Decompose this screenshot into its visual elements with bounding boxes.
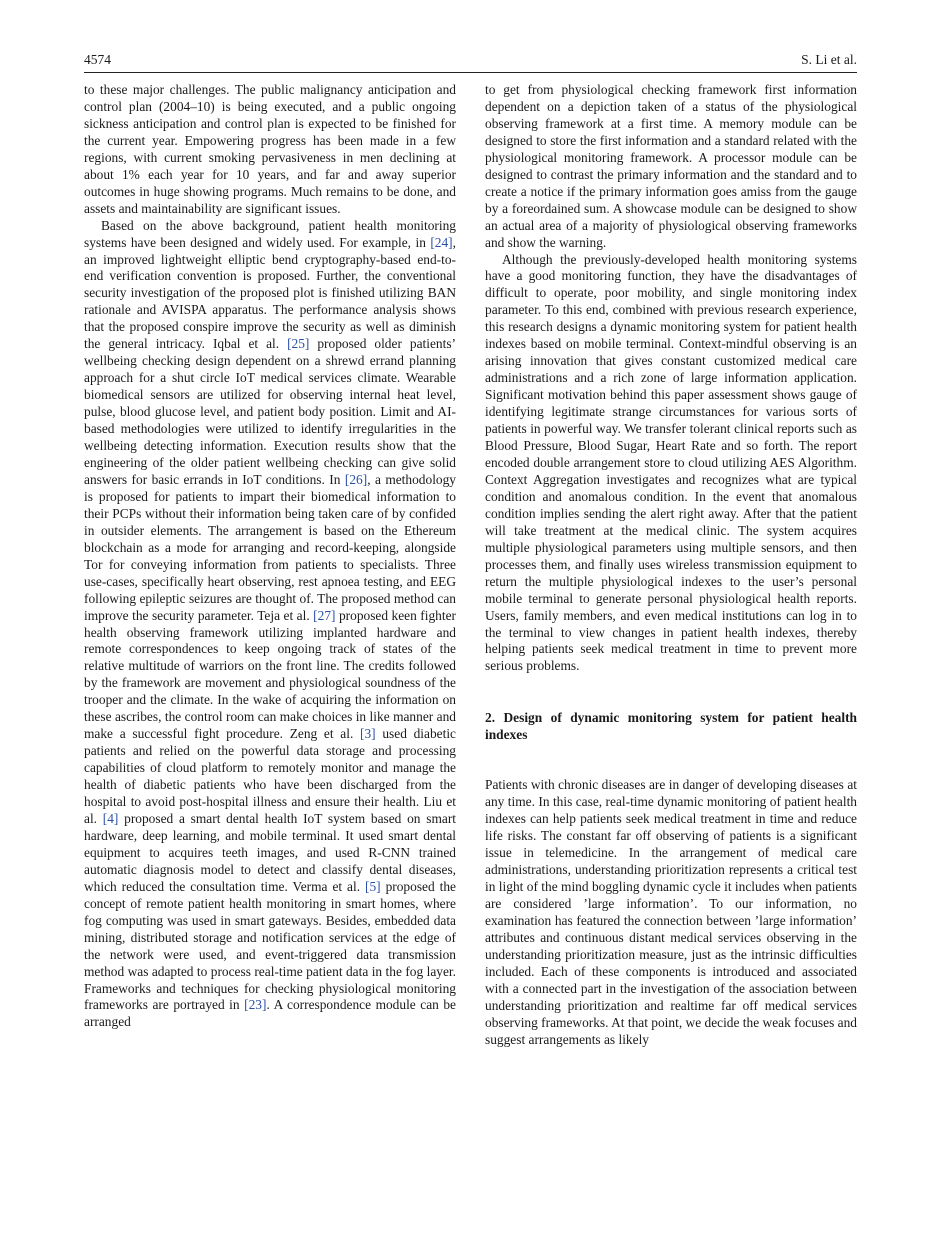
citation-link[interactable]: [5] [365,878,381,894]
section-heading: 2. Design of dynamic monitoring system for patient health indexes [485,710,857,743]
header-rule [84,72,857,73]
left-column [84,82,456,1031]
paragraph: Based on the above background, patient health monitoring systems have been designed and widely used. For example, in [24], an improved lightweight elliptic bend cryptography-based end-to-end verification convention is proposed. Further, the conventional security investigation of the proposed plot is finished utilizing BAN rationale and AVISPA apparatus. The performance analysis shows that the proposed conspire improve the security as well as diminish the general intricacy. Iqbal et al. [25] proposed older patients’ wellbeing checking design dependent on a shrewd errand planning approach for a shut circle IoT medical services climate. Wearable biomedical sensors are utilized for observing internal heat level, pulse, blood glucose level, and patient body position. Limit and AI-based methodologies were utilized to identify irregularities in the wellbeing detecting information. Execution results show that the engineering of the older patient wellbeing checking can give solid answers for basic errands in IoT conditions. In [26], a methodology is proposed for patients to impart their biomedical information to their PCPs without their information being taken care of by confided in outsider elements. The arrangement is based on the Ethereum blockchain as a mode for arranging and record-keeping, alongside Tor for conveying information from patients to specialists. Three use-cases, specifically heart observing, rest apnoea testing, and EEG following epileptic seizures are thought of. The proposed method can improve the security parameter. Teja et al. [27] proposed keen fighter health observing framework utilizing implanted hardware and remote correspondences to keep ongoing track of states of the relative multitude of warriors on the front line. The credits followed by the framework are movement and physiological soundness of the trooper and the climate. In the wake of acquiring the information on these ascribes, the control room can make choices in like manner and make a successful fight procedure. Zeng et al. [3] used diabetic patients and relied on the powerful data storage and processing capabilities of cloud platform to remotely monitor and manage the health of diabetic patients who have been discharged from the hospital to avoid post-hospital illness and ensure their health. Liu et al. [4] proposed a smart dental health IoT system based on smart hardware, deep learning, and mobile terminal. It used smart dental equipment to acquires teeth images, and used R-CNN trained automatic diagnosis model to detect and classify dental diseases, which reduced the consultation time. Verma et al. [5] proposed the concept of remote patient health monitoring in smart homes, where fog computing was used in smart gateways. Besides, embedded data mining, distributed storage and notification services at the edge of the network were used, and event-triggered data transmission method was adapted to process real-time patient data in the fog layer. Frameworks and techniques for checking physiological monitoring frameworks are portrayed in [23]. A correspondence module can be arranged [84,217,456,1030]
citation-link[interactable]: [26] [344,471,368,487]
citation-link[interactable]: [3] [360,726,376,742]
citation-link[interactable]: [27] [313,607,336,623]
right-column [485,82,857,1049]
paragraph: Although the previously-developed health monitoring systems have a good monitoring function, they have the disadvantages of difficult to operate, poor mobility, and single monitoring index parameter. To this end, combined with previous research experience, this research designs a dynamic monitoring system for patient health indexes based on mobile terminal. Context-mindful observing is an arising innovation that gives constant customized medical care administrations and a rich zone of large information application. Significant motivation behind this paper assessment shows gauge of identifying legitimate strange circumstances for various sorts of patients in powerful way. We transfer tolerant clinical reports such as Blood Pressure, Blood Sugar, Heart Rate and so forth. The report encoded double arrangement store to cloud utilizing AES Algorithm. Context Aggregation investigates and recognizes what are typical condition and anomalous condition. In the event that anomalous condition implies sending the alert right away. After that the patient will take treatment at the medical clinic. The system acquires multiple physiological parameters using multiple sensors, and then processes them, and finally uses wireless transmission equipment to return the multiple physiological indexes to the user’s personal mobile terminal to generate personal physiological health reports. Users, family members, and even medical institutions can log in to the terminal to view changes in patient health indexes, thereby helping patients seek medical treatment in time to prevent more serious problems. [485,251,857,674]
citation-link[interactable]: [25] [287,336,310,352]
page-number: 4574 [84,52,111,67]
running-authors: S. Li et al. [801,52,857,67]
citation-link[interactable]: [24] [430,234,453,250]
citation-link[interactable]: [4] [102,810,119,826]
paragraph: to these major challenges. The public malignancy anticipation and control plan (2004–10) is being executed, and a public ongoing sickness anticipation and control plan is expected to be finished for the current year. Empowering progress has been made in a few regions, with current smoking pervasiveness in men declining at about 1% each year for 10 years, and far and away superior outcomes in huge showing programs. Much remains to be done, and assets and maintainability are significant issues. [84,82,456,216]
paragraph: to get from physiological checking framework first information dependent on a depiction taken of a status of the physiological observing framework at a first time. A memory module can be designed to store the first information and a standard related with the physiological monitoring framework. A processor module can be designed to contrast the primary information and the standard and to create a notice if the primary information goes amiss from the gauge by a foreordained sum. A showcase module can be designed to show an actual area of a majority of physiological observing frameworks and show the warning. [485,82,857,250]
running-header [84,52,857,70]
citation-link[interactable]: [23] [244,997,267,1013]
paragraph: Patients with chronic diseases are in danger of developing diseases at any time. In this case, real-time dynamic monitoring of patient health indexes can help patients seek medical treatment in time and reduce life risks. The constant far off observing of patients is a significant issue in telemedicine. In the arrangement of medical care administrations, understanding prioritization represents a critical test in light of the mind boggling dynamic cycle it includes when patients are considered ’large information’. To our information, no examination has featured the connection between ’large information’ attributes and continuous distant medical services observing in the understanding prioritization measure, just as the intrinsic difficulties included. Each of these components is introduced and associated with a connected part in the investigation of the association between understanding prioritization and realtime far off medical services observing frameworks. At that point, we decide the weak focuses and suggest arrangements as likely [485,777,857,1047]
